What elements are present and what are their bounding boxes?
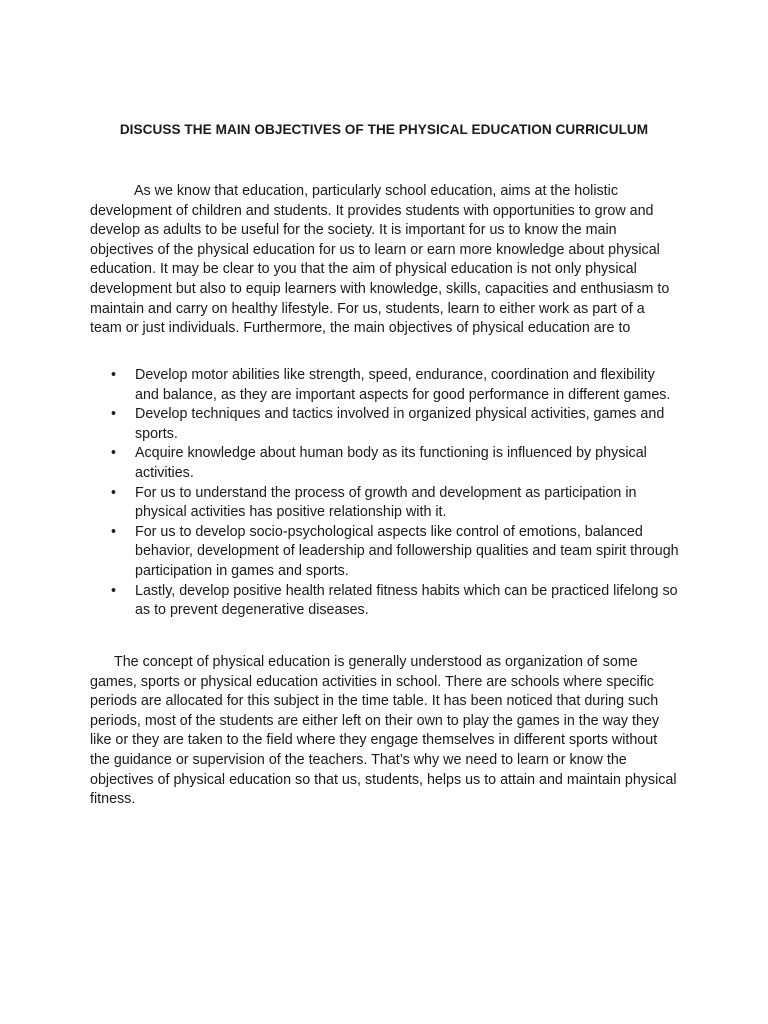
bullet-icon: • xyxy=(111,445,117,462)
bullet-icon: • xyxy=(111,523,117,540)
list-item xyxy=(90,366,680,405)
list-item-text: Lastly, develop positive health related fitness habits which can be practiced lifelong so as to prevent degenerative diseases. xyxy=(135,582,678,619)
bullet-icon: • xyxy=(111,367,117,383)
bullet-icon: • xyxy=(111,582,117,599)
bullet-icon: • xyxy=(111,484,117,501)
list-item xyxy=(90,523,680,582)
intro-paragraph: As we know that education, particularly school education, aims at the holistic development of children and students. It provides students with opportunities to grow and develop as adults to be useful for the society. It is important for us to know the main objectives of the physical education for us to learn or earn more knowledge about physical education. It may be clear to you that the aim of physical education is not only physical development but also to equip learners with knowledge, skills, capacities and enthusiasm to maintain and carry on healthy lifestyle. For us, students, learn to either work as part of a team or just individuals. Furthermore, the main objectives of physical education are to xyxy=(90,183,670,337)
closing-paragraph: The concept of physical education is generally understood as organization of some games, sports or physical education activities in school. There are schools where specific periods are allocated for this subject in the time table. It has been noticed that during such periods, most of the students are either left on their own to play the games in the way they like or they are taken to the field where they engage themselves in different sports without the guidance or supervision of the teachers. That’s why we need to learn or know the objectives of physical education so that us, students, helps us to attain and maintain physical fitness. xyxy=(90,654,677,808)
list-item xyxy=(90,405,680,444)
list-item-text: For us to understand the process of growth and development as participation in physical activities has positive relationship with it. xyxy=(135,484,637,521)
list-item xyxy=(90,582,680,621)
list-item xyxy=(90,484,680,523)
list-item xyxy=(90,444,680,483)
document-title: DISCUSS THE MAIN OBJECTIVES OF THE PHYSICAL EDUCATION CURRICULUM xyxy=(119,122,649,137)
bullet-icon: • xyxy=(111,406,117,423)
list-item-text: For us to develop socio-psychological aspects like control of emotions, balanced behavior, development of leadership and followership qualities and team spirit through participation in games and sports. xyxy=(135,523,679,579)
objectives-list xyxy=(90,366,680,621)
list-item-text: Develop techniques and tactics involved in organized physical activities, games and sports. xyxy=(135,406,665,442)
list-item-text: Acquire knowledge about human body as its functioning is influenced by physical activities. xyxy=(135,445,647,481)
list-item-text: Develop motor abilities like strength, speed, endurance, coordination and flexibility and balance, as they are important aspects for good performance in different games. xyxy=(135,367,671,403)
